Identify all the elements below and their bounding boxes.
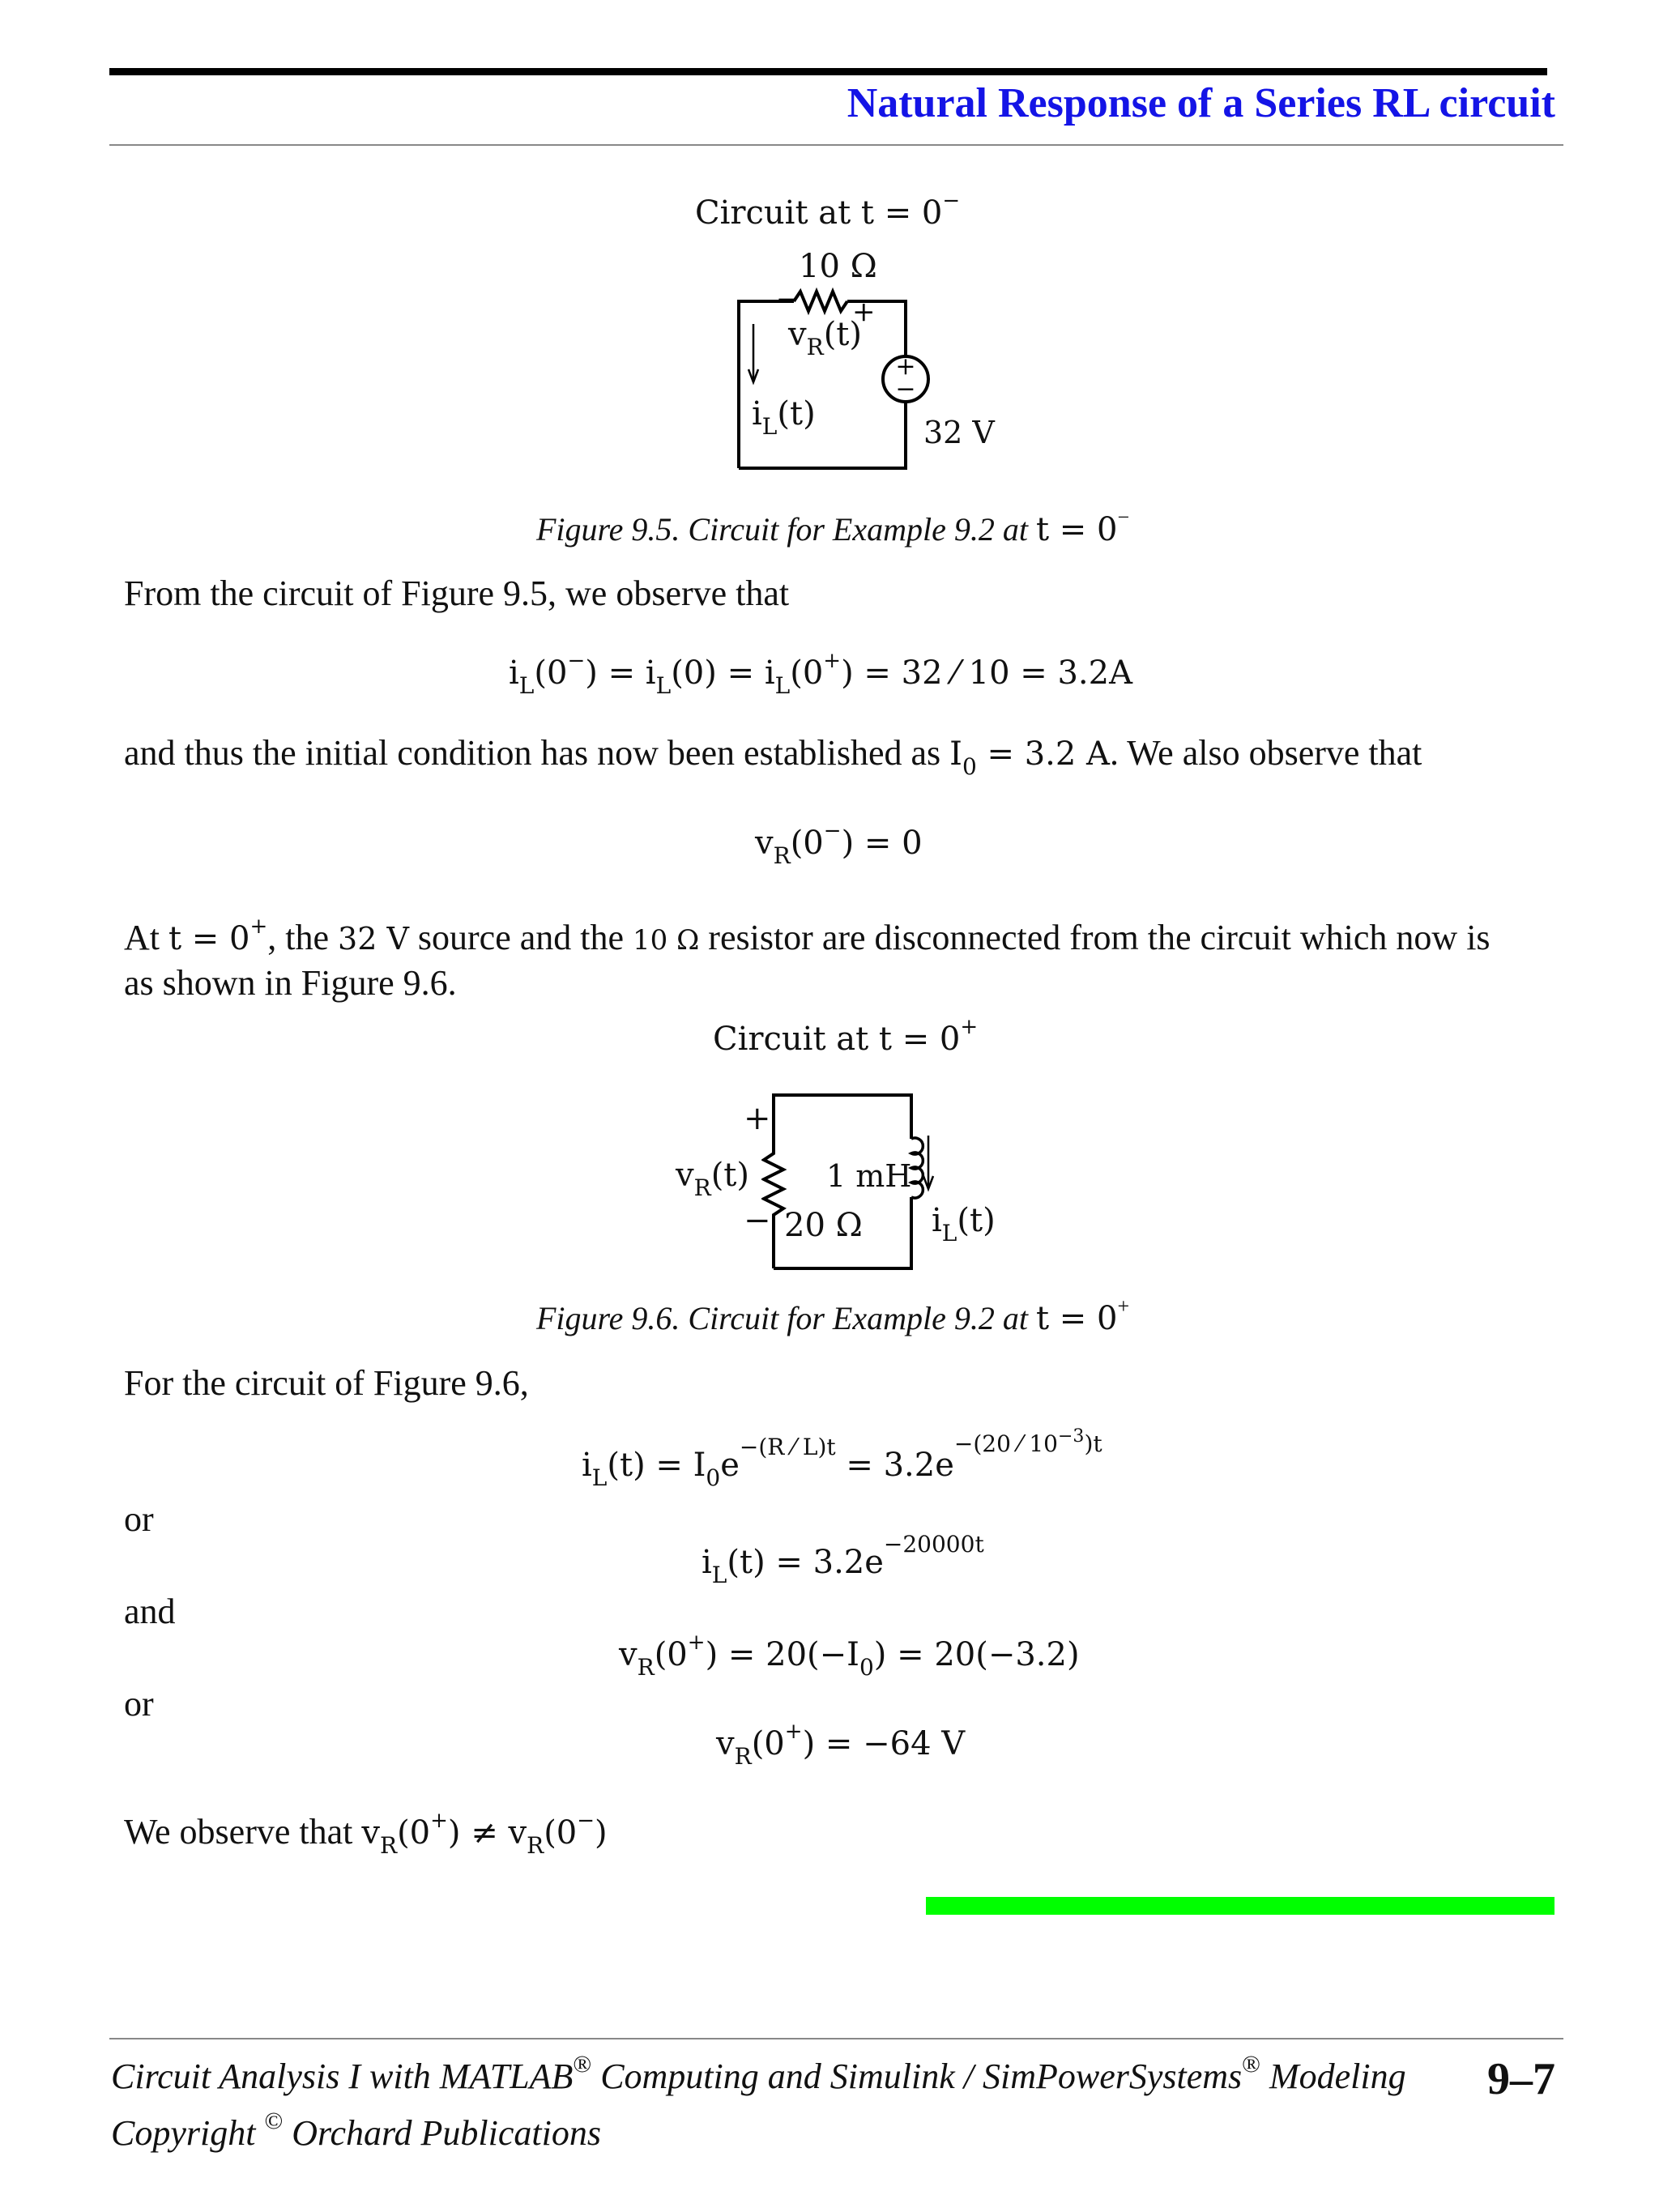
header-rule	[109, 68, 1547, 75]
figure2-inductor-label: 1 mH	[826, 1158, 912, 1194]
equation-3: $i_L(t) = I_0e^{-(R ⁄ L)t} = 3.2e^{-(20 ⁄ 10^{-3})t}$	[582, 1426, 1102, 1491]
figure2-il-label: $i_L(t)$	[932, 1202, 996, 1247]
figure1-vr-label: $v_R(t)$	[788, 316, 862, 360]
equation-5: $v_R(0^+) = 20(-I_0) = 20(-3.2)$	[619, 1630, 1080, 1681]
connector-word-or-2: or	[124, 1684, 154, 1724]
figure2-caption: Figure 9.6. Circuit for Example 9.2 at t = 0+	[536, 1294, 1130, 1337]
figure1-il-label: $i_L(t)$	[752, 395, 816, 440]
page-number: 9–7	[1487, 2054, 1555, 2104]
footer-copyright: Copyright © Orchard Publications	[111, 2108, 601, 2153]
paragraph-4: For the circuit of Figure 9.6,	[124, 1363, 529, 1403]
paragraph-2: and thus the initial condition has now been established as $I_0 = 3.2$ A. We also observe that	[124, 733, 1422, 780]
connector-word-or-1: or	[124, 1499, 154, 1539]
resistor-minus-icon: −	[776, 283, 798, 314]
figure1-caption: Figure 9.5. Circuit for Example 9.2 at t = 0−	[536, 505, 1130, 548]
equation-1: $i_L(0^-) = i_L(0) = i_L(0^+) = 32$ ⁄ 10 = 3.2A	[509, 649, 1132, 699]
paragraph-3: At t = 0+, the 32 V source and the 10 Ω resistor are disconnected from the circuit which now is	[124, 914, 1491, 957]
figure2-resistor-label: 20 Ω	[784, 1207, 863, 1244]
source-plus-icon: +	[895, 352, 916, 381]
figure1-source-label: 32 V	[923, 415, 995, 450]
page-title: Natural Response of a Series RL circuit	[847, 80, 1555, 126]
figure1-heading: Circuit at t = 0−	[695, 189, 961, 232]
paragraph-3-line-2: as shown in Figure 9.6.	[124, 963, 457, 1003]
header-divider	[109, 144, 1563, 146]
connector-word-and: and	[124, 1592, 176, 1631]
footer-divider	[109, 2038, 1563, 2039]
footer-book-title: Circuit Analysis I with MATLAB® Computing and Simulink / SimPowerSystems® Modeling	[111, 2051, 1406, 2096]
figure2-heading: Circuit at t = 0+	[713, 1015, 979, 1058]
equation-2: $v_R(0^-) = 0$	[755, 819, 923, 869]
figure2-plus-sign: +	[744, 1100, 771, 1137]
equation-6: $v_R(0^+) = -64$ V	[716, 1720, 966, 1770]
paragraph-5: We observe that $v_R(0^+) \ne v_R(0^-)$	[124, 1809, 608, 1859]
source-minus-icon: −	[895, 375, 916, 403]
figure1-resistor-label: 10 Ω	[799, 248, 877, 285]
figure2-minus-sign: −	[744, 1202, 771, 1239]
resistor-plus-icon: +	[852, 296, 876, 328]
equation-4: $i_L(t) = 3.2e^{-20000t}$	[702, 1531, 984, 1588]
paragraph-1: From the circuit of Figure 9.5, we observe that	[124, 573, 790, 613]
figure2-vr-label: $v_R(t)$	[676, 1157, 749, 1201]
highlight-bar	[926, 1897, 1555, 1915]
